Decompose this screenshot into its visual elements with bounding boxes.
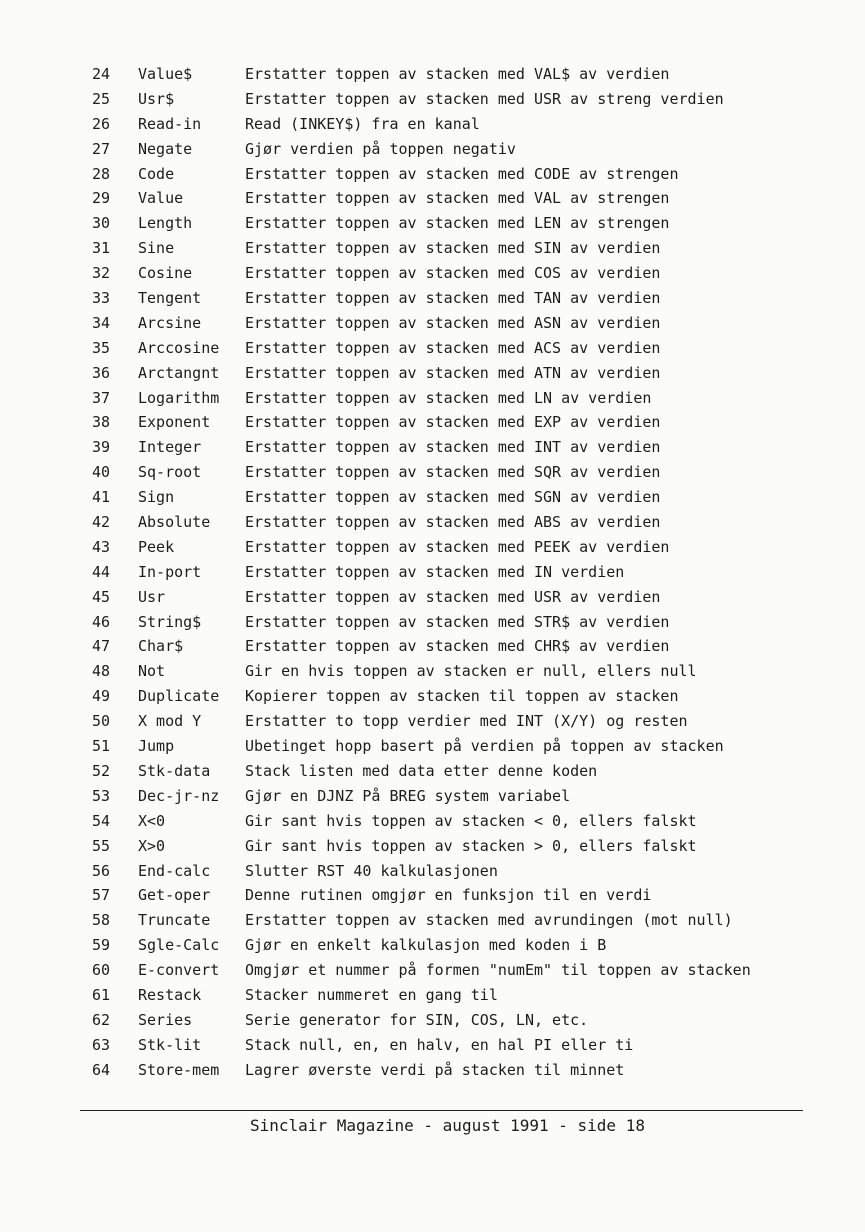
list-item <box>0 87 865 112</box>
list-item <box>0 62 865 87</box>
code-description: Slutter RST 40 kalkulasjonen <box>245 861 498 880</box>
code-name: Sign <box>138 488 175 507</box>
code-description: Stacker nummeret en gang til <box>245 985 498 1004</box>
list-item <box>0 485 865 510</box>
list-item <box>0 510 865 535</box>
code-description: Erstatter toppen av stacken med VAL$ av verdien <box>245 65 670 83</box>
code-name: Stk-lit <box>138 1035 202 1054</box>
list-item <box>0 137 865 162</box>
list-item <box>0 659 865 684</box>
list-item <box>0 834 865 859</box>
code-description: Gjør en DJNZ På BREG system variabel <box>245 786 571 805</box>
code-number: 48 <box>92 662 111 681</box>
code-name: Exponent <box>138 413 211 432</box>
code-description: Erstatter toppen av stacken med COS av verdien <box>245 264 661 283</box>
code-number: 34 <box>92 313 111 332</box>
code-name: X<0 <box>138 811 166 830</box>
code-description: Erstatter toppen av stacken med SGN av verdien <box>245 488 661 507</box>
code-name: Arcsine <box>138 313 202 332</box>
calculator-code-list <box>0 62 865 1083</box>
code-description: Kopierer toppen av stacken til toppen av stacken <box>245 687 679 706</box>
list-item <box>0 236 865 261</box>
code-description: Erstatter toppen av stacken med ATN av verdien <box>245 363 661 382</box>
code-number: 45 <box>92 587 111 606</box>
code-description: Erstatter toppen av stacken med LN av verdien <box>245 388 652 407</box>
code-name: Value$ <box>138 65 193 83</box>
code-number: 56 <box>92 861 111 880</box>
code-description: Stack null, en, en halv, en hal PI eller ti <box>245 1035 634 1054</box>
code-name: Dec-jr-nz <box>138 786 220 805</box>
code-description: Erstatter toppen av stacken med USR av streng verdien <box>245 89 724 108</box>
code-number: 35 <box>92 338 111 357</box>
code-number: 26 <box>92 114 111 133</box>
code-number: 57 <box>92 886 111 905</box>
code-name: In-port <box>138 562 202 581</box>
code-number: 47 <box>92 637 111 656</box>
code-number: 36 <box>92 363 111 382</box>
code-name: Cosine <box>138 264 193 283</box>
code-name: Read-in <box>138 114 202 133</box>
code-name: Value <box>138 189 184 208</box>
code-number: 27 <box>92 139 111 158</box>
code-description: Gjør en enkelt kalkulasjon med koden i B <box>245 936 607 955</box>
code-description: Gir sant hvis toppen av stacken > 0, ellers falskt <box>245 836 697 855</box>
code-description: Stack listen med data etter denne koden <box>245 761 598 780</box>
code-description: Gir sant hvis toppen av stacken < 0, ellers falskt <box>245 811 697 830</box>
code-number: 30 <box>92 214 111 233</box>
code-name: Usr$ <box>138 89 175 108</box>
code-description: Erstatter toppen av stacken med SIN av verdien <box>245 239 661 258</box>
code-name: Sq-root <box>138 463 202 482</box>
code-name: Char$ <box>138 637 184 656</box>
code-number: 61 <box>92 985 111 1004</box>
list-item <box>0 684 865 709</box>
code-description: Erstatter toppen av stacken med ABS av verdien <box>245 513 661 532</box>
code-description: Erstatter to topp verdier med INT (X/Y) og resten <box>245 712 688 731</box>
code-number: 38 <box>92 413 111 432</box>
code-number: 29 <box>92 189 111 208</box>
code-number: 52 <box>92 761 111 780</box>
code-number: 51 <box>92 737 111 756</box>
code-number: 44 <box>92 562 111 581</box>
list-item <box>0 460 865 485</box>
code-description: Erstatter toppen av stacken med CODE av strengen <box>245 164 679 183</box>
list-item <box>0 759 865 784</box>
code-number: 25 <box>92 89 111 108</box>
code-name: Code <box>138 164 175 183</box>
code-name: Integer <box>138 438 202 457</box>
code-number: 46 <box>92 612 111 631</box>
code-number: 28 <box>92 164 111 183</box>
list-item <box>0 883 865 908</box>
code-number: 33 <box>92 289 111 308</box>
code-name: Peek <box>138 537 175 556</box>
code-number: 62 <box>92 1010 111 1029</box>
code-number: 63 <box>92 1035 111 1054</box>
list-item <box>0 386 865 411</box>
code-name: Length <box>138 214 193 233</box>
code-description: Erstatter toppen av stacken med USR av verdien <box>245 587 661 606</box>
code-description: Erstatter toppen av stacken med INT av verdien <box>245 438 661 457</box>
code-description: Gir en hvis toppen av stacken er null, ellers null <box>245 662 697 681</box>
list-item <box>0 560 865 585</box>
code-number: 43 <box>92 537 111 556</box>
list-item <box>0 585 865 610</box>
code-description: Erstatter toppen av stacken med STR$ av verdien <box>245 612 670 631</box>
code-name: E-convert <box>138 961 220 980</box>
list-item <box>0 734 865 759</box>
list-item <box>0 311 865 336</box>
list-item <box>0 361 865 386</box>
list-item <box>0 610 865 635</box>
code-description: Gjør verdien på toppen negativ <box>245 139 516 158</box>
code-description: Serie generator for SIN, COS, LN, etc. <box>245 1010 589 1029</box>
list-item <box>0 709 865 734</box>
list-item <box>0 933 865 958</box>
code-number: 42 <box>92 513 111 532</box>
code-number: 60 <box>92 961 111 980</box>
code-description: Erstatter toppen av stacken med CHR$ av verdien <box>245 637 670 656</box>
code-name: Logarithm <box>138 388 220 407</box>
code-number: 32 <box>92 264 111 283</box>
list-item <box>0 435 865 460</box>
code-description: Erstatter toppen av stacken med ACS av verdien <box>245 338 661 357</box>
list-item <box>0 784 865 809</box>
list-item <box>0 1033 865 1058</box>
code-name: Duplicate <box>138 687 220 706</box>
list-item <box>0 286 865 311</box>
list-item <box>0 1008 865 1033</box>
code-description: Omgjør et nummer på formen "numEm" til toppen av stacken <box>245 961 751 980</box>
list-item <box>0 908 865 933</box>
code-description: Erstatter toppen av stacken med PEEK av verdien <box>245 537 670 556</box>
code-description: Erstatter toppen av stacken med EXP av verdien <box>245 413 661 432</box>
code-description: Lagrer øverste verdi på stacken til minnet <box>245 1060 625 1079</box>
code-number: 39 <box>92 438 111 457</box>
list-item <box>0 336 865 361</box>
code-name: Sine <box>138 239 175 258</box>
code-description: Erstatter toppen av stacken med VAL av strengen <box>245 189 670 208</box>
code-name: Restack <box>138 985 202 1004</box>
code-number: 50 <box>92 712 111 731</box>
code-number: 58 <box>92 911 111 930</box>
code-name: Get-oper <box>138 886 211 905</box>
list-item <box>0 1058 865 1083</box>
code-name: Arctangnt <box>138 363 220 382</box>
code-description: Erstatter toppen av stacken med LEN av strengen <box>245 214 670 233</box>
code-number: 55 <box>92 836 111 855</box>
list-item <box>0 410 865 435</box>
code-name: Stk-data <box>138 761 211 780</box>
code-description: Erstatter toppen av stacken med ASN av verdien <box>245 313 661 332</box>
code-description: Denne rutinen omgjør en funksjon til en verdi <box>245 886 652 905</box>
code-description: Erstatter toppen av stacken med TAN av verdien <box>245 289 661 308</box>
code-number: 40 <box>92 463 111 482</box>
code-name: Sgle-Calc <box>138 936 220 955</box>
code-description: Read (INKEY$) fra en kanal <box>245 114 480 133</box>
code-description: Erstatter toppen av stacken med IN verdien <box>245 562 625 581</box>
list-item <box>0 859 865 884</box>
code-name: Not <box>138 662 166 681</box>
list-item <box>0 958 865 983</box>
list-item <box>0 983 865 1008</box>
list-item <box>0 112 865 137</box>
code-name: Absolute <box>138 513 211 532</box>
code-name: Truncate <box>138 911 211 930</box>
code-description: Ubetinget hopp basert på verdien på toppen av stacken <box>245 737 724 756</box>
code-number: 49 <box>92 687 111 706</box>
code-name: End-calc <box>138 861 211 880</box>
code-number: 64 <box>92 1060 111 1079</box>
code-number: 31 <box>92 239 111 258</box>
code-number: 37 <box>92 388 111 407</box>
code-number: 59 <box>92 936 111 955</box>
list-item <box>0 535 865 560</box>
code-name: X>0 <box>138 836 166 855</box>
code-number: 24 <box>92 65 111 83</box>
code-description: Erstatter toppen av stacken med avrundingen (mot null) <box>245 911 733 930</box>
list-item <box>0 809 865 834</box>
code-number: 54 <box>92 811 111 830</box>
code-description: Erstatter toppen av stacken med SQR av verdien <box>245 463 661 482</box>
code-name: Usr <box>138 587 166 606</box>
list-item <box>0 261 865 286</box>
code-name: Jump <box>138 737 175 756</box>
code-name: Arccosine <box>138 338 220 357</box>
footer-rule <box>80 1110 803 1111</box>
list-item <box>0 634 865 659</box>
code-name: Tengent <box>138 289 202 308</box>
code-name: Store-mem <box>138 1060 220 1079</box>
list-item <box>0 186 865 211</box>
code-name: X mod Y <box>138 712 202 731</box>
code-name: Negate <box>138 139 193 158</box>
code-name: String$ <box>138 612 202 631</box>
list-item <box>0 162 865 187</box>
code-number: 53 <box>92 786 111 805</box>
code-name: Series <box>138 1010 193 1029</box>
code-number: 41 <box>92 488 111 507</box>
page-footer: Sinclair Magazine - august 1991 - side 18 <box>250 1116 645 1135</box>
list-item <box>0 211 865 236</box>
